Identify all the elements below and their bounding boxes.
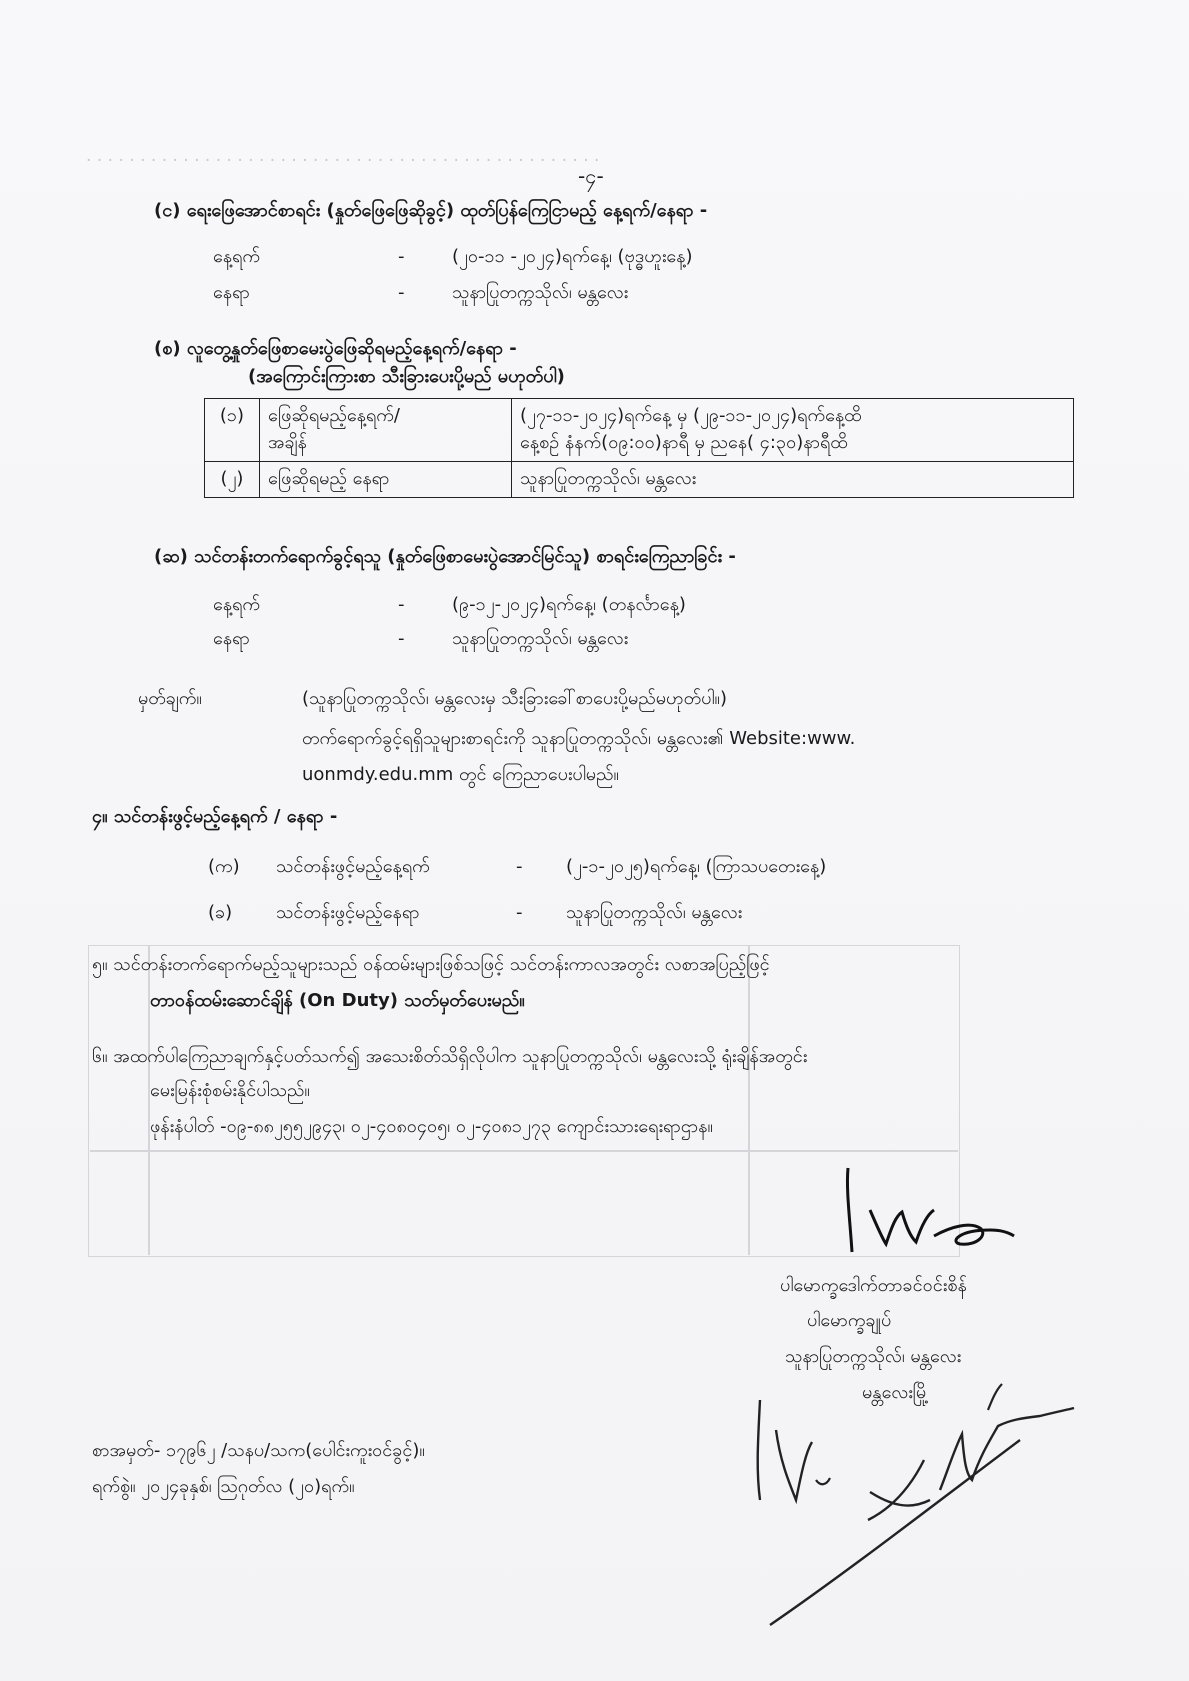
row-value-line: (၂၇-၁၁-၂၀၂၄)ရက်နေ့ မှ (၂၉-၁၁-၂၀၂၄)ရက်နေ့ထိ (520, 405, 862, 426)
page-number: -၄- (578, 164, 604, 188)
item-number: (ခ) (208, 902, 233, 923)
signatory-title: ပါမောက္ခချုပ် (807, 1310, 892, 1331)
signatory-institution: သူနာပြုတက္ကသိုလ်၊ မန္တလေး (785, 1346, 962, 1367)
section-5-line: တာဝန်ထမ်းဆောင်ချိန် (On Duty) သတ်မှတ်ပေးမည်။ (150, 990, 525, 1011)
remark-line: uonmdy.edu.mm တွင် ကြေညာပေးပါမည်။ (302, 764, 619, 785)
bleed-through-line (90, 1150, 958, 1152)
row-number: (၁) (205, 399, 260, 462)
section-c-place-value: သူနာပြုတက္ကသိုလ်၊ မန္တလေး (452, 282, 629, 303)
section-sa-heading: (ဆ) သင်တန်းတက်ရောက်ခွင့်ရသူ (နှုတ်ဖြေစာမေးပွဲအောင်မြင်သူ) စာရင်းကြေညာခြင်း - (154, 546, 736, 567)
section-c-date-value: (၂၀-၁၁ -၂၀၂၄)ရက်နေ့၊ (ဗုဒ္ဓဟူးနေ့) (452, 246, 693, 267)
bleed-through-text: . . . . . . . . . . . . . . . . . . . . . . . . . . . . . . . . . . . . . . . . . . . . . . . . (86, 146, 600, 166)
row-label-line: အချိန် (268, 432, 307, 453)
section-sa-place-value: သူနာပြုတက္ကသိုလ်၊ မန္တလေး (452, 628, 629, 649)
row-value: သူနာပြုတက္ကသိုလ်၊ မန္တလေး (512, 462, 1074, 498)
table-row (205, 399, 1074, 462)
table-row (205, 462, 1074, 498)
item-value: (၂-၁-၂၀၂၅)ရက်နေ့၊ (ကြာသပတေးနေ့) (566, 856, 827, 877)
item-label: သင်တန်းဖွင့်မည့်နေရာ (276, 902, 420, 923)
handwritten-initials-image (740, 1360, 1080, 1630)
signatory-city: မန္တလေးမြို့ (862, 1382, 929, 1403)
dash: - (516, 856, 523, 877)
item-value: သူနာပြုတက္ကသိုလ်၊ မန္တလေး (566, 902, 743, 923)
dash: - (516, 902, 523, 923)
section-sa-date-value: (၉-၁၂-၂၀၂၄)ရက်နေ့၊ (တနင်္လာနေ့) (452, 594, 686, 615)
section-sa-place-label: နေရာ (213, 628, 250, 649)
remark-line: (သူနာပြုတက္ကသိုလ်၊ မန္တလေးမှ သီးခြားခေါ်စာပေးပို့မည်မဟုတ်ပါ။) (302, 688, 727, 709)
section-ca-heading: (စ) လူတွေ့နှုတ်ဖြေစာမေးပွဲဖြေဆိုရမည့်နေ့ရက်/နေရာ - (154, 338, 517, 359)
row-value-line: နေ့စဉ် နံနက်(၀၉:၀၀)နာရီ မှ ညနေ( ၄:၃၀)နာရီထိ (520, 432, 848, 453)
reference-date: ရက်စွဲ။ ၂၀၂၄ခုနှစ်၊ ဩဂုတ်လ (၂၀)ရက်။ (92, 1476, 355, 1497)
section-c-date-label: နေ့ရက် (213, 246, 261, 267)
remark-line: တက်ရောက်ခွင့်ရရှိသူများစာရင်းကို သူနာပြုတက္ကသိုလ်၊ မန္တလေး၏ Website:www. (302, 728, 856, 749)
section-5-line: ၅။ သင်တန်းတက်ရောက်မည့်သူများသည် ဝန်ထမ်းများဖြစ်သဖြင့် သင်တန်းကာလအတွင်း လစာအပြည့်ဖြင့် (92, 954, 770, 975)
exam-schedule-table (204, 398, 1074, 498)
row-number: (၂) (205, 462, 260, 498)
reference-number: စာအမှတ်- ၁၇၉၆၂ /သနပ/သက(ပေါင်းကူးဝင်ခွင့်)။ (92, 1440, 425, 1461)
dash: - (398, 594, 405, 615)
section-6-phone-line: ဖုန်းနံပါတ် -၀၉-၈၈၂၅၅၂၉၄၃၊ ၀၂-၄၀၈၀၄၀၅၊ ၀၂-၄၀၈၁၂၇၃ ကျောင်းသားရေးရာဌာန။ (150, 1116, 713, 1137)
dash: - (398, 628, 405, 649)
signature-image (830, 1160, 1020, 1270)
row-label: ဖြေဆိုရမည့် နေရာ (260, 462, 512, 498)
signatory-name: ပါမောက္ခဒေါက်တာခင်ဝင်းစိန် (780, 1275, 967, 1296)
section-c-place-label: နေရာ (213, 282, 250, 303)
dash: - (398, 246, 405, 267)
item-label: သင်တန်းဖွင့်မည့်နေ့ရက် (276, 856, 430, 877)
remark-label: မှတ်ချက်။ (138, 688, 202, 709)
section-c-heading: (င) ရေးဖြေအောင်စာရင်း (နှုတ်ဖြေဖြေဆိုခွင့်) ထုတ်ပြန်ကြေငြာမည့် နေ့ရက်/နေရာ - (154, 200, 708, 221)
section-6-line: ၆။ အထက်ပါကြေညာချက်နှင့်ပတ်သက်၍ အသေးစိတ်သိရှိလိုပါက သူနာပြုတက္ကသိုလ်၊ မန္တလေးသို့ ရုံးချိန်အတွင်း (92, 1046, 808, 1067)
item-number: (က) (208, 856, 240, 877)
section-4-heading: ၄။ သင်တန်းဖွင့်မည့်နေ့ရက် / နေရာ - (92, 806, 338, 827)
dash: - (398, 282, 405, 303)
row-value (512, 399, 1074, 462)
row-label-line: ဖြေဆိုရမည့်နေ့ရက်/ (268, 405, 400, 426)
section-sa-date-label: နေ့ရက် (213, 594, 261, 615)
bleed-through-line (748, 945, 750, 1255)
section-6-line: မေးမြန်းစုံစမ်းနိုင်ပါသည်။ (150, 1080, 310, 1101)
row-label (260, 399, 512, 462)
section-ca-subheading: (အကြောင်းကြားစာ သီးခြားပေးပို့မည် မဟုတ်ပါ) (248, 366, 565, 387)
